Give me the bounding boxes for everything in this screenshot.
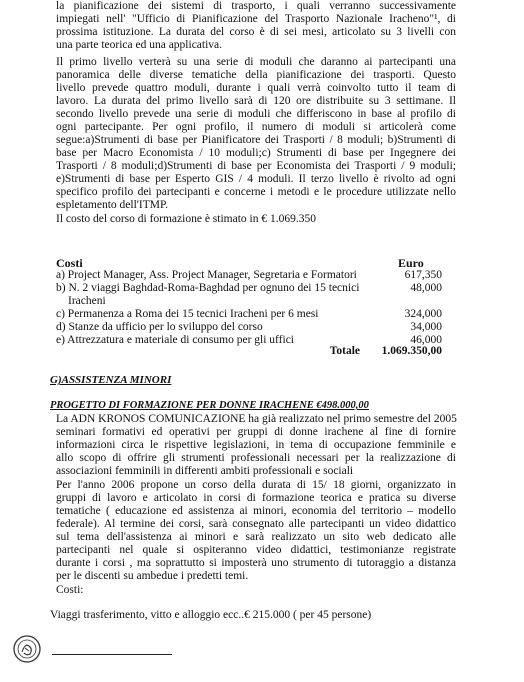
cost-amount: 34,000 bbox=[410, 321, 442, 333]
text-line: base per Macro Economista / 10 moduli;c) Strumenti di base per Ingegnere dei bbox=[56, 147, 456, 159]
cost-label: Iracheni bbox=[68, 295, 106, 307]
text-line: durante i corsi , ma soprattutto si imposterà uno strumento di tutoraggio a distanza bbox=[56, 557, 456, 569]
text-line: informazioni circa le rispettive legislazioni, in tema di occupazione femminile e bbox=[56, 439, 456, 451]
text-line: allo scopo di offrire gli strumenti professionali necessari per la realizzazione di bbox=[56, 452, 456, 464]
text-line: Per l'anno 2006 propone un corso della durata di 15/ 18 giorni, organizzato in bbox=[56, 479, 456, 491]
cost-label: d) Stanze da ufficio per lo sviluppo del corso bbox=[56, 321, 263, 333]
text-line: espletamento dell'ITMP. bbox=[56, 199, 168, 211]
total-label: Totale bbox=[329, 345, 360, 357]
cost-row bbox=[56, 308, 442, 321]
text-line: livello prevede quattro moduli, durante i quali verrà coinvolto tutto il team di bbox=[56, 82, 456, 94]
cost-label: c) Permanenza a Roma dei 15 tecnici Iracheni per 6 mesi bbox=[56, 308, 319, 320]
costs-header-amount: Euro bbox=[398, 256, 424, 270]
travel-cost-line: Viaggi trasferimento, vitto e alloggio ecc..€ 215.000 ( per 45 persone) bbox=[50, 609, 372, 621]
text-line: lavoro. La durata del primo livello sarà di 120 ore distribuite su 3 settimane. Il bbox=[56, 95, 456, 107]
footnote-separator bbox=[52, 654, 172, 655]
section-heading: G)ASSISTENZA MINORI bbox=[50, 374, 172, 386]
project-heading: PROGETTO DI FORMAZIONE PER DONNE IRACHENE €498.000,00 bbox=[50, 400, 369, 411]
cost-row bbox=[56, 282, 442, 295]
cost-amount: 324,000 bbox=[404, 308, 442, 320]
cost-label: a) Project Manager, Ass. Project Manager, Segretaria e Formatori bbox=[56, 269, 357, 281]
text-line: ogni partecipante. Per ogni profilo, il numero di moduli si articolerà come bbox=[56, 121, 456, 133]
costi-label: Costi: bbox=[56, 584, 84, 596]
cost-row bbox=[56, 321, 442, 334]
notary-seal-icon bbox=[12, 634, 42, 664]
cost-row bbox=[56, 295, 442, 308]
text-line: per le discenti su ambedue i predetti temi. bbox=[56, 570, 249, 582]
text-line: Il primo livello verterà su una serie di moduli che daranno ai partecipanti una bbox=[56, 56, 456, 68]
text-line: associazioni femminili in differenti ambiti professionali e sociali bbox=[56, 465, 354, 477]
cost-summary: Il costo del corso di formazione è stimato in € 1.069.350 bbox=[56, 213, 316, 225]
costs-header-label: Costi bbox=[56, 256, 83, 270]
text-line: la pianificazione dei sistemi di trasporto, i quali verranno successivamente bbox=[56, 0, 456, 12]
text-line: federale). Al termine dei corsi, sarà consegnato alle partecipanti un video didattico bbox=[56, 518, 456, 530]
cost-amount: 617,350 bbox=[404, 269, 442, 281]
text-line: secondo livello prevede una serie di moduli che differiscono in base al profilo di bbox=[56, 108, 456, 120]
text-line: e)Strumenti di base per Esperto GIS / 4 moduli. Il terzo livello è rivolto ad ogni bbox=[56, 173, 456, 185]
text-line: Trasporti / 8 moduli;d)Strumenti di base per Economista dei Trasporti / 9 moduli; bbox=[56, 160, 456, 172]
text-line: tematiche ( educazione ed assistenza ai minori, economia del territorio – modello bbox=[56, 505, 456, 517]
text-line: una parte teorica ed una applicativa. bbox=[56, 39, 223, 51]
text-line: gruppi di lavoro e articolato in corsi di formazione teorica e pratica su diverse bbox=[56, 492, 456, 504]
text-line: prossima istituzione. La durata del corso è di sei mesi, articolato su 3 livelli con bbox=[56, 26, 456, 38]
cost-amount: 48,000 bbox=[410, 282, 442, 294]
text-line: seminari formativi ed operativi per gruppi di donne irachene al fine di fornire bbox=[56, 426, 456, 438]
cost-row bbox=[56, 269, 442, 282]
total-value: 1.069.350,00 bbox=[381, 345, 442, 357]
cost-amount: 46,000 bbox=[410, 334, 442, 346]
text-line: sul tema dell'assistenza ai minori e sarà realizzato un sito web dedicato alle bbox=[56, 531, 456, 543]
text-line: panoramica delle diverse tematiche della pianificazione dei trasporti. Questo bbox=[56, 69, 456, 81]
cost-label: e) Attrezzatura e materiale di consumo per gli uffici bbox=[56, 334, 294, 346]
text-line: specifico profilo dei partecipanti e concerne i metodi e le procedure utilizzate nello bbox=[56, 186, 456, 198]
cost-label: b) N. 2 viaggi Baghdad-Roma-Baghdad per ognuno dei 15 tecnici bbox=[56, 282, 360, 294]
text-line: La ADN KRONOS COMUNICAZIONE ha già realizzato nel primo semestre del 2005 bbox=[56, 413, 457, 425]
text-line: segue:a)Strumenti di base per Pianificatore dei Trasporti / 8 moduli; b)Strumenti di bbox=[56, 134, 456, 146]
text-line: impiegati nell' "Ufficio di Pianificazione del Trasporto Nazionale Iracheno"¹, di bbox=[56, 13, 456, 25]
text-line: partecipanti nel quale si ospiteranno video didattici, testimonianze registrate bbox=[56, 544, 456, 556]
